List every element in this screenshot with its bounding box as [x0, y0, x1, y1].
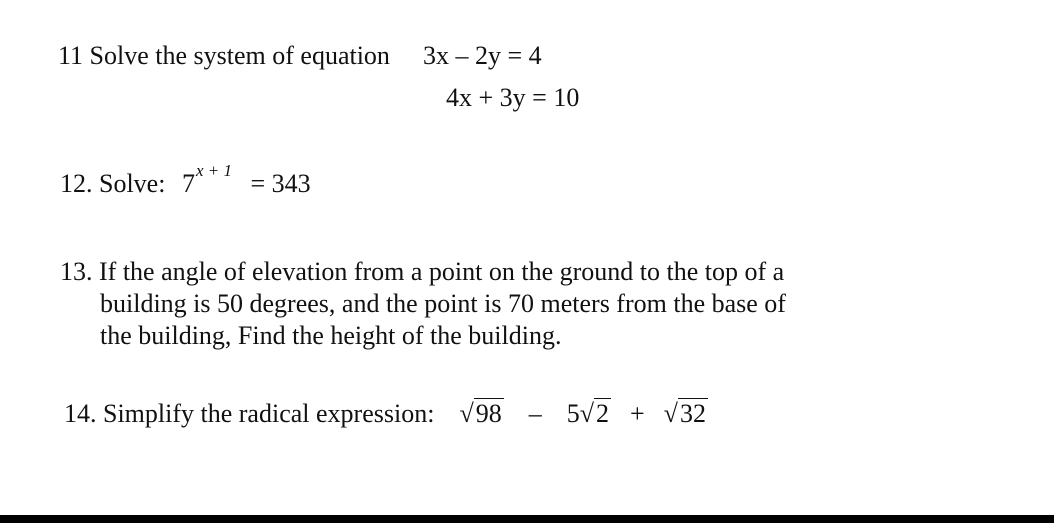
equation-1: 3x – 2y = 4	[422, 41, 542, 70]
plus-operator: +	[630, 399, 645, 428]
question-13-line-1: 13. If the angle of elevation from a point on the ground to the top of a	[60, 257, 785, 286]
equation-rhs: = 343	[250, 169, 311, 198]
exponent: x + 1	[195, 161, 232, 180]
radicand-2: 2	[596, 399, 609, 428]
radicand-3: 32	[679, 399, 706, 428]
question-11-label: 11 Solve the system of equation	[58, 41, 390, 70]
question-11	[58, 40, 542, 72]
radical-1: √98	[459, 399, 502, 428]
radical-3: √32	[663, 399, 706, 428]
coefficient: 5	[566, 399, 580, 428]
question-12-label: 12. Solve:	[60, 169, 166, 198]
question-14	[64, 398, 708, 430]
radical-2: √2	[579, 399, 609, 428]
minus-operator: –	[528, 399, 542, 428]
exponent-base: 7	[181, 169, 195, 198]
question-13	[60, 256, 900, 352]
question-13-line-3: the building, Find the height of the building.	[100, 321, 562, 350]
bottom-border	[0, 515, 1054, 523]
question-13-line-2: building is 50 degrees, and the point is 70 meters from the base of	[100, 289, 786, 318]
question-12	[60, 161, 311, 203]
question-14-label: 14. Simplify the radical expression:	[64, 399, 435, 428]
radicand-1: 98	[475, 399, 502, 428]
equation-2: 4x + 3y = 10	[446, 83, 580, 112]
